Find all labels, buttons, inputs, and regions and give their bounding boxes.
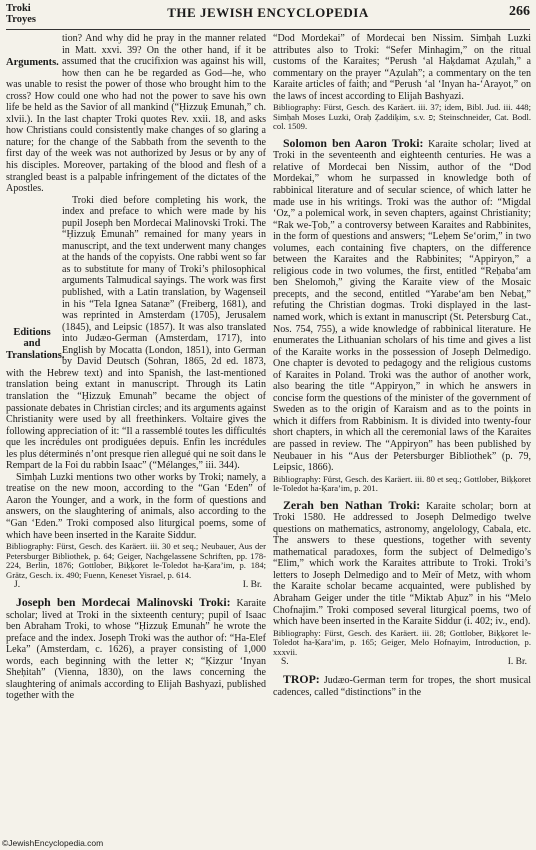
- article-title: Zerah ben Nathan Troki:: [283, 497, 421, 512]
- bibliography: Bibliography: Fürst, Gesch. des Karäert. iii. 28; Gottlober, Biḳḳoret le-Toledot ha-Ḳara’im, p. 165; Geiger, Melo Hofnayim, Introduction, p. xxxvii.: [273, 627, 531, 657]
- article-text: Karaite scholar; lived at Troki in the sixteenth century; pupil of Isaac ben Abraham Troki, to whose “Ḥizzuḳ Emunah” he wrote the preface and the index. Joseph Troki was the author of: “Ha-Elef Leka” (Amsterdam, c. 1626), a prayer consisting of 1,000 words, each beginning with the letter א; “Ḳizẓur ‘Inyan Sheḥitah” (Vienna, 1830), on the laws concerning the slaughtering of animals according to Elijah Bashyazi, published together with the: [6, 598, 266, 702]
- bibliography: Bibliography: Fürst, Gesch. des Karäert. iii. 37; idem, Bibl. Jud. iii. 448; Simḥah Moses Luzki, Oraḥ Ẓaddiḳim, s.v. פ; Steinschneider, Cat. Bodl. col. 1509.: [273, 102, 531, 132]
- article-title: Solomon ben Aaron Troki:: [283, 135, 424, 150]
- article-joseph: [6, 597, 266, 702]
- margin-heading-arguments: Arguments.: [6, 57, 59, 68]
- signature-author: I. Br.: [507, 657, 527, 668]
- journal-title: THE JEWISH ENCYCLOPEDIA: [167, 5, 369, 20]
- left-column: [6, 33, 266, 702]
- header-rule: [6, 29, 530, 30]
- running-head-first: Troki: [6, 3, 31, 14]
- signature-line: [6, 580, 266, 591]
- article-title: TROP:: [283, 672, 320, 687]
- paragraph: Simḥah Luzki mentions two other works by Troki; namely, a treatise on the new moon, according to the “Gan ‘Eden” of Aaron the Younger, and a work, in the form of questions and answers, on the slaughtering of animals, also according to the “Gan ‘Eden.” Troki composed also liturgical poems, some of which have been inserted in the Karaite Siddur.: [6, 471, 266, 541]
- page-number: 266: [509, 4, 530, 19]
- right-column: [273, 33, 531, 698]
- article-solomon: [273, 135, 532, 474]
- running-head-last: Troyes: [6, 14, 36, 25]
- bibliography: Bibliography: Fürst, Gesch. des Karäert. iii. 80 et seq.; Gottlober, Biḳḳoret le-Toledot ha-Ḳara’im, p. 201.: [273, 473, 531, 494]
- article-title: Joseph ben Mordecai Malinovski Troki:: [16, 595, 231, 610]
- signature-initial: J.: [14, 580, 21, 591]
- paragraph: “Dod Mordekai” of Mordecai ben Nissim. Simḥah Luzki attributes also to Troki: “Sefer Minhagim,” on the ritual customs of the Karaites; “Perush ‘al Haḳdamat Aẓulah,” a commentary on the prayer “Aẓulah”; a commentary on the ten Karaite articles of faith; and “Perush ‘al ‘Inyan ha-‘Arayot,” on the laws of incest according to Elijah Bashyazi.: [273, 33, 531, 102]
- signature-initial: S.: [281, 657, 289, 668]
- paragraph: tion? And why did he pray in the manner related in Matt. xxvi. 39? On the other hand, if it be assumed that the crucifixion was against his will, how then can he be regarded as God—he, who was unable to resist the power of those who brought him to the cross? How could one who had not the power to save his own life be held as the Savior of all mankind (“Ḥizzuḳ Emunah,” ch. xlvii.). In the last chapter Troki quotes Rev. xxii. 18, and asks how Christians could consistently make changes of so glaring a nature; for the change of the Sabbath from the seventh to the first day of the week was not authorized by Jesus or by any of his disciples. Moreover, partaking of the blood and flesh of a strangled beast is a palpable infringement of the dictates of the Apostles.: [6, 33, 266, 195]
- article-zerah: [273, 497, 531, 628]
- article-text: Karaite scholar; born at Troki 1580. He addressed to Joseph Delmedigo twelve questions on mathematics, astronomy, angelology, Cabala, etc. The answers to these questions, together with seventy mathematical paradoxes, form the subject of Delmedigo’s “Elim,” which work the Karaites attribute to Troki. Troki’s letters to Joseph Delmedigo and to Meïr of Metz, with whom the Karaite scholar became acquainted, were published by Abraham Geiger under the title “Miktab Aḥuz” in his “Melo Chofnajim.” Troki composed several liturgical poems, two of which have been inserted in the Karaite Siddur (i. 402; iv., end).: [273, 500, 531, 628]
- bibliography: Bibliography: Fürst, Gesch. des Karäert. iii. 30 et seq.; Neubauer, Aus der Petersburger Bibliothek, p. 64; Geiger, Nachgelassene Schriften, pp. 178-224, Berlin, 1876; Gottlober, Biḳḳoret le-Toledot ha-Ḳara’im, p. 184; Grätz, Gesch. ix. 490; Fuenn, Keneset Yisrael, p. 614.: [6, 541, 266, 580]
- signature-line: [273, 657, 531, 668]
- page-header: [6, 2, 530, 28]
- paragraph: Troki died before completing his work, the index and preface to which were made by his pupil Joseph ben Mordecai Malinovski Troki. The “Ḥizzuḳ Emunah” remained for many years in manuscript, and the text underwent many changes at the hands of the copyists. One rabbi went so far as to substitute for many of Troki’s philosophical arguments Talmudical sayings. The work was first published, with a Latin translation, by Wagenseil in his “Tela Ignea Satanæ” (Freiberg, 1681), and was reprinted in Amsterdam (1705), Jerusalem (1845), and Leipsic (1857). It was also translated into Judæo-German (Amsterdam, 1717), into English by Mocatta (London, 1851), into German by David Deutsch (Sohran, 1865, 2d ed. 1873, with the Hebrew text) and into Spanish, the last-mentioned translation being extant in manuscript. Through its Latin translation the “Ḥizzuḳ Emunah” became the object of passionate debates in Christian circles; and its arguments against Christianity were used by all freethinkers. Voltaire gives the following appreciation of it: “Il a rassemblé toutes les difficultés que les incrédules ont prodiguées depuis. Enfin les incrédules les plus déterminés n’ont presque rien allegué qui ne soit dans le Rempart de la Foi du rabbin Isaac” (“Mélanges,” iii. 344).: [6, 194, 266, 472]
- article-text: Judæo-German term for tropes, the short musical cadences, called “distinctions” in the: [273, 675, 532, 698]
- signature-author: I. Br.: [242, 580, 262, 591]
- article-text: Karaite scholar; lived at Troki in the seventeenth and eighteenth centuries. He was a relative of Mordecai ben Nissim, author of the “Dod Mordekai,” whom he surpassed in knowledge both of rabbinical literature and of secular science, of which latter he made use in his writings. Troki was the author of: “Migdal ‘Oz,” a polemical work, in seven chapters, against Christianity; “Rak we-Ṭob,” a controversy between Karaites and Rabbinites, in the form of questions and answers; “Leḥem Se‘orim,” in two volumes, each containing five chapters, on the difference between the Karaites and the Rabbinites; “Appiryon,” a religious code in two volumes, the first, entitled “Reḥaba‘am ben Shelomoh,” giving the Karaite view of the Mosaic precepts, and the second, entitled “Yarabe‘am ben Nebaṭ,” refuting the Christian dogmas. Troki displayed in the last-named work, which is extant in manuscript (St. Petersburg Cat., Nos. 754, 755), a wide knowledge of rabbinical literature. He enumerates the Lithuanian scholars of his time and gives a list of the Karaite works in the possession of Joseph Delmedigo. One chapter is devoted to pedagogy and the religious customs of Karaites in Poland. Troki was the author of another work, also bearing the title “Appiryon,” in which he answers in concise form the questions of the minister of the government of Sweden as to the origin of Karaism and as to the points in which it differs from Rabbinism. It is divided into twenty-four short chapters, in which all the ceremonial laws of the Karaites are passed in review. The “Appiryon” has been published by Neubauer in his “Aus der Petersburger Bibliothek” (p. 79, Leipsic, 1866).: [273, 138, 532, 474]
- margin-heading-editions: Editions and Translations.: [6, 326, 65, 361]
- site-watermark: ©JewishEncyclopedia.com: [2, 838, 104, 848]
- article-trop: [273, 674, 531, 698]
